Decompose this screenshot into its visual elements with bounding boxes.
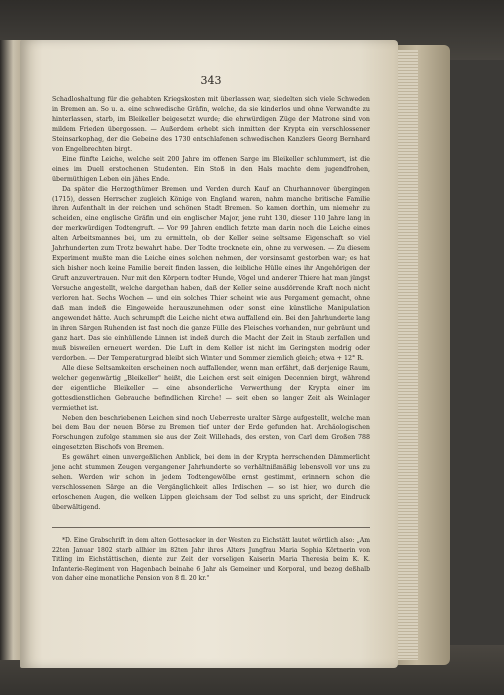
paragraph: Eine fünfte Leiche, welche seit 200 Jahre im offenen Sarge im Bleikeller schlummert, ist die eines im Duell erstochenen Studenten. Ein Stoß in den Hals machte dem jugendfrohen, übermüthigen Leben ein jähes Ende. [52,155,370,183]
paragraph: Alle diese Seltsamkeiten erscheinen noch auffallender, wenn man erfährt, daß derjenige Raum, welcher gegenwärtig „Bleikeller" heißt, die Leichen erst seit einigen Decennien birgt, während der eigentliche Bleikeller — eine absonderliche Verwerthung der Krypta einer im gottesdienstlichen Gebrauche befindlichen Kirche! — seit eben so langer Zeit als Weinlager vermiethet ist. [52,364,370,412]
footnote-rule [52,527,370,528]
footnote [52,536,370,584]
paragraph: Schadloshaltung für die gehabten Kriegskosten mit überlassen war, siedelten sich viele Schweden in Bremen an. So u. a. eine schwedische Gräfin, welche, da sie kinderlos und ohne Verwandte zu hinterlassen, starb, im Bleikeller beigesetzt wurde; die ehrwürdigen Züge der Matrone sind von mildem Frieden übergossen. — Außerdem erhebt sich inmitten der Krypta ein verschlossener Steinsarkophag, der die Gebeine des 1730 entschlafenen schwedischen Kanzlers Georg Bernhard von Engelbrechten birgt. [52,96,370,153]
paragraph: Neben den beschriebenen Leichen sind noch Ueberreste uralter Särge aufgestellt, welche man bei dem Bau der neuen Börse zu Bremen tief unter der Erde gefunden hat. Archäologischen Forschungen zufolge stammen sie aus der Zeit Willehads, des ersten, von Carl dem Großen 788 eingesetzten Bischofs von Bremen. [52,414,370,452]
page-number: 343 [200,74,222,87]
paragraph: Da später die Herzogthümer Bremen und Verden durch Kauf an Churhannover übergingen (1715), dessen Herrscher zugleich Könige von England waren, nahm manche britische Familie ihren Aufenthalt in der reichen und schönen Stadt Bremen. So kamen dorthin, um niemehr zu scheiden, eine englische Gräfin und ein englischer Major, jene ruht 130, dieser 110 Jahre lang in der merkwürdigen Todtengruft. — Vor 99 Jahren endlich fetzte man darin noch die Leiche eines alten Arbeitsmannes bei, um zu ermitteln, ob der Keller seine seltsame Eigenschaft so viel Jahrhunderten zum Trotz bewahrt habe. Der Todte trocknete ein, ohne zu verwesen. — Zu diesem Experiment mußte man die Leiche eines solchen nehmen, der vorsinsamt gestorben war; es hat sich bisher noch keine Familie bereit finden lassen, die leibliche Hülle eines ihr Angehörigen der Gruft anzuvertrauen. Nur mit den Körpern todter Hunde, Vögel und anderer Thiere hat man jüngst Versuche angestellt, welche dargethan haben, daß der Keller seine ausdörrende Kraft noch nicht verloren hat. Sechs Wochen — und ein solches Thier scheint wie aus Pergament gemacht, ohne daß man indeß die Eingeweide herauszunehmen oder sonst eine künstliche Manipulation angewendet hätte. Auch schrumpft die Leiche nicht etwa auffallend ein. Bei den Jahrhunderte lang in ihren Särgen Ruhenden ist fast noch die ganze Fülle des Fleisches vorhanden, nur gebräunt und ganz hart. Das sie einhüllende Linnen ist indeß durch die Macht der Zeit in Staub zerfallen und muß bisweilen erneuert werden. Die Luft in dem Keller ist nicht im Geringsten modrig oder verdorben. — Der Temperaturgrad bleibt sich Winter und Sommer ziemlich gleich; etwa + 12° R. [52,185,370,362]
page-body [52,95,370,513]
paragraph: Es gewährt einen unvergeßlichen Anblick, bei dem in der Krypta herrschenden Dämmerlicht jene acht stummen Zeugen vergangener Jahrhunderte so verhältnißmäßig lebensvoll vor uns zu sehen. Werden wir schon in jedem Todtengewölbe ernst gestimmt, erinnern schon die verschlossenen Särge an die Vergänglichkeit alles Irdischen — so ist hier, wo durch die erloschenen Augen, die welken Lippen gleichsam der Tod selbst zu uns spricht, der Eindruck überwältigend. [52,454,370,512]
footnote-text: *D. Eine Grabschrift in dem alten Gottesacker in der Westen zu Eichstätt lautet wörtlich also: „Am 22ten Januar 1802 starb allhier im 82ten Jahr ihres Alters Jungfrau Maria Sophia Körtnerin von Titling im Eichstättischen, diente zur Zeit der vorseligen Kaiserin Maria Theresia beim K. K. Infanterie-Regiment von Hagenbach beinahe 6 Jahr als Gemeiner und Korporal, und bezog deßhalb von daher eine monatliche Pension von 8 fl. 20 kr." [52,537,370,583]
left-page-edge [0,40,22,660]
page-edges [396,50,418,660]
